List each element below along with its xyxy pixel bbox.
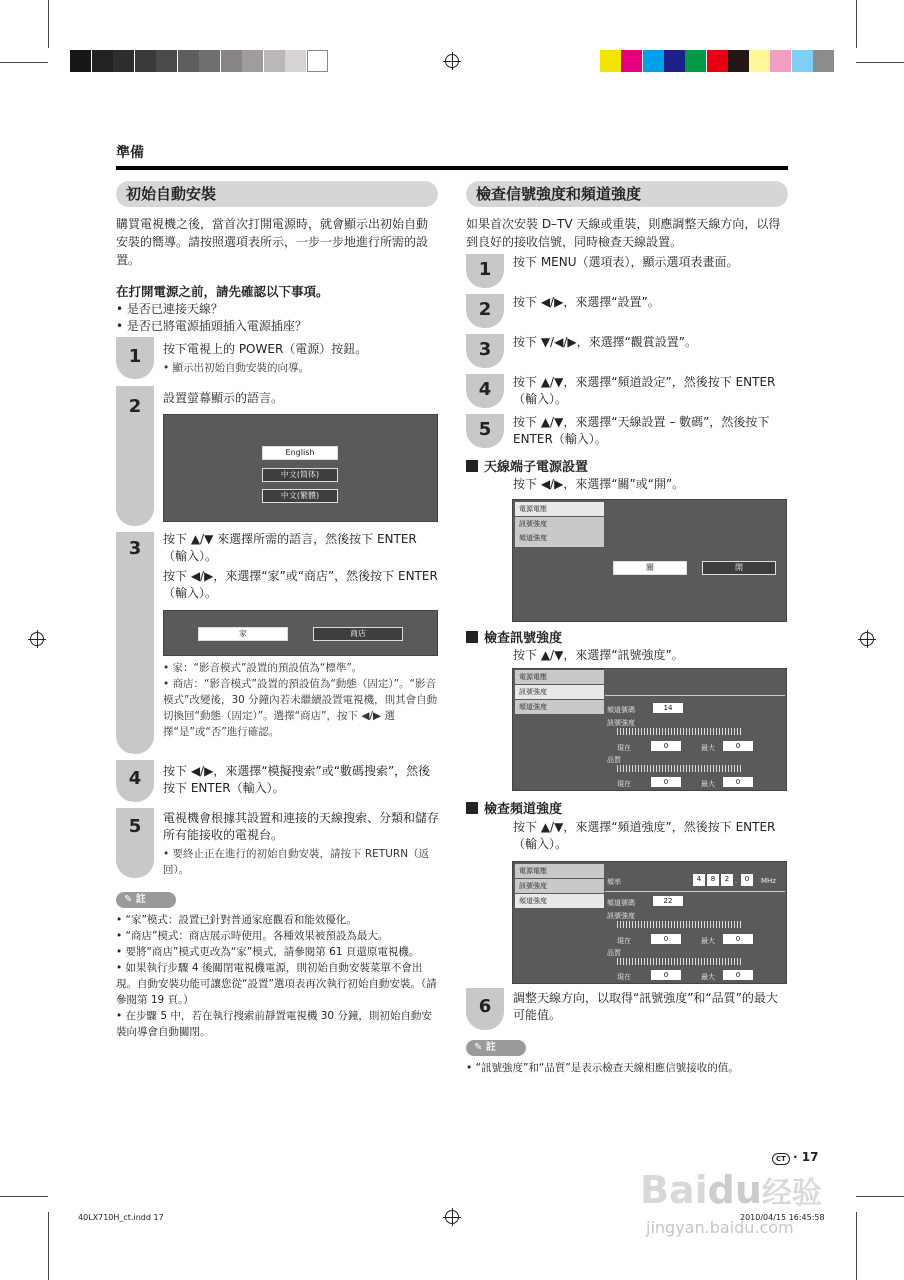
signal-meter xyxy=(617,921,741,928)
menu-item-power[interactable]: 電源電壓 xyxy=(515,864,604,878)
color-swatch xyxy=(770,50,791,72)
now-label: 現在 xyxy=(617,780,631,788)
language-screen xyxy=(163,414,438,522)
grey-swatch xyxy=(135,50,156,72)
step-text: 按下 ▲/▼，來選擇“天線設置 – 數碼”，然後按下 ENTER（輸入）。 xyxy=(513,415,770,446)
channel-number-value: 14 xyxy=(653,703,683,713)
language-option-english[interactable]: English xyxy=(262,446,338,460)
step-text: 按下 ◀/▶，來選擇“模擬搜索”或“數碼搜索”，然後按下 ENTER（輸入）。 xyxy=(163,764,431,795)
registration-mark-icon xyxy=(860,632,874,646)
crop-mark xyxy=(856,0,857,48)
quality-label: 品質 xyxy=(607,756,621,764)
check-title: 在打開電源之前，請先確認以下事項。 xyxy=(116,284,329,299)
note-label: ✎ 註 xyxy=(116,892,176,908)
heading-square-icon xyxy=(466,802,478,814)
antenna-power-screen xyxy=(512,499,787,622)
grey-swatch xyxy=(156,50,177,72)
step-text: 按下 MENU（選項表），顯示選項表畫面。 xyxy=(513,255,739,269)
step-subtext: • 顯示出初始自動安裝的向導。 xyxy=(163,362,310,374)
heading-square-icon xyxy=(466,460,478,472)
watermark-logo xyxy=(640,1168,822,1212)
menu-item-channel[interactable]: 頻道強度 xyxy=(515,700,604,714)
frequency-digit[interactable]: 4 xyxy=(693,874,705,886)
max-label: 最大 xyxy=(701,937,715,945)
file-name: 40LX710H_ct.indd 17 xyxy=(78,1213,164,1222)
color-swatch xyxy=(621,50,642,72)
color-swatch xyxy=(707,50,728,72)
signal-strength-heading xyxy=(466,627,562,646)
grey-swatch xyxy=(199,50,220,72)
step-number: 3 xyxy=(478,339,492,360)
divider xyxy=(605,891,785,892)
color-swatch xyxy=(728,50,749,72)
language-code-badge: CT xyxy=(772,1153,790,1165)
watermark-url: jingyan.baidu.com xyxy=(646,1218,794,1237)
registration-mark-icon xyxy=(445,1210,459,1224)
section-label: 準備 xyxy=(116,145,144,161)
quality-now-value: 0 xyxy=(651,777,681,787)
crop-mark xyxy=(0,62,48,63)
channel-number-label: 頻道號碼 xyxy=(607,706,635,714)
note-item: • 如果執行步驟 4 後關閉電視機電源，則初始自動安裝菜單不會出現。自動安裝功能可讓您從“設置”選項表再次執行初始自動安裝。（請參閱第 19 頁。） xyxy=(116,962,437,1006)
step-number: 1 xyxy=(478,259,492,280)
frequency-digit[interactable]: 2 xyxy=(721,874,733,886)
menu-item-signal[interactable]: 訊號強度 xyxy=(515,517,604,531)
menu-item-channel[interactable]: 頻道強度 xyxy=(515,894,604,908)
menu-item-channel[interactable]: 頻道強度 xyxy=(515,531,604,545)
channel-number-label: 頻道號碼 xyxy=(607,899,635,907)
step-number: 5 xyxy=(128,816,142,837)
note-label-text: 註 xyxy=(485,1042,496,1053)
step-subtext: • 商店：“影音模式”設置的預設值為“動態（固定）”。“影音模式”改變後，30 分鐘內若未繼續設置電視機，則其會自動切換回“動態（固定）”。選擇“商店”，按下 ◀/▶ 選擇“是”或“否”進行確認。 xyxy=(163,678,438,738)
right-section-title: 檢查信號強度和頻道強度 xyxy=(466,181,788,207)
menu-divider xyxy=(515,545,604,547)
note-label: ✎ 註 xyxy=(466,1040,526,1056)
color-swatch xyxy=(685,50,706,72)
color-swatch xyxy=(643,50,664,72)
frequency-digit[interactable]: 8 xyxy=(707,874,719,886)
note-item: • “商店”模式：商店展示時使用。各種效果被預設為最大。 xyxy=(116,930,389,942)
step-number: 2 xyxy=(128,396,142,417)
step-number: 4 xyxy=(128,768,142,789)
step-bar xyxy=(116,532,154,754)
channel-strength-screen xyxy=(512,861,787,984)
step-text: 調整天線方向，以取得“訊號強度”和“品質”的最大可能值。 xyxy=(513,991,778,1022)
menu-item-power[interactable]: 電源電壓 xyxy=(515,502,604,516)
color-swatch xyxy=(813,50,834,72)
step-text: 按下 ◀/▶，來選擇“家”或“商店”，然後按下 ENTER（輸入）。 xyxy=(163,569,438,600)
quality-meter xyxy=(617,958,741,965)
right-intro: 如果首次安裝 D–TV 天線或重裝，則應調整天線方向，以得到良好的接收信號，同時檢查天線設置。 xyxy=(466,217,781,249)
signal-now-value: 0 xyxy=(651,934,681,944)
step-text: 按下 ▲/▼，來選擇“訊號強度”。 xyxy=(513,648,684,662)
watermark-text: Bai xyxy=(640,1168,708,1212)
step-subtext: • 要終止正在進行的初始自動安裝，請按下 RETURN（返回）。 xyxy=(163,848,430,876)
location-screen xyxy=(163,610,438,656)
channel-number-value: 22 xyxy=(653,896,683,906)
page-number-value: 17 xyxy=(801,1150,819,1164)
language-option-simplified[interactable]: 中文(简体) xyxy=(262,468,338,482)
grey-swatch xyxy=(178,50,199,72)
color-swatch xyxy=(792,50,813,72)
home-option[interactable]: 家 xyxy=(198,627,288,641)
check-item: • 是否已將電源插頭插入電源插座？ xyxy=(116,319,307,333)
quality-now-value: 0 xyxy=(651,970,681,980)
step-number: 6 xyxy=(478,996,492,1017)
step-text: 按下 ◀/▶，來選擇“關”或“開”。 xyxy=(513,477,685,491)
note-item: • “家”模式：設置已針對普通家庭觀看和能效優化。 xyxy=(116,914,357,926)
header-rule xyxy=(116,166,788,170)
max-label: 最大 xyxy=(701,744,715,752)
step-text: 按下 ▲/▼ 來選擇所需的語言，然後按下 ENTER（輸入）。 xyxy=(163,532,417,563)
step-subtext: • 家：“影音模式”設置的預設值為“標準”。 xyxy=(163,662,363,674)
page-number: · 17 xyxy=(793,1150,819,1164)
color-swatch xyxy=(749,50,770,72)
crop-mark xyxy=(48,0,49,48)
decimal-point: . xyxy=(735,877,738,885)
quality-max-value: 0 xyxy=(723,777,753,787)
channel-strength-heading xyxy=(466,798,562,817)
quality-max-value: 0 xyxy=(723,970,753,980)
off-option[interactable]: 關 xyxy=(613,561,687,575)
step-text: 按下 ▼/◀/▶，來選擇“觀賞設置”。 xyxy=(513,335,698,349)
signal-max-value: 0 xyxy=(723,934,753,944)
note-item: • 在步驟 5 中，若在執行搜索前靜置電視機 30 分鐘，則初始自動安裝向導會自動關閉。 xyxy=(116,1010,432,1038)
step-text: 按下 ▲/▼，來選擇“頻道強度”，然後按下 ENTER（輸入）。 xyxy=(513,820,776,851)
step-text: 按下 ▲/▼，來選擇“頻道設定”，然後按下 ENTER（輸入）。 xyxy=(513,375,776,406)
antenna-power-heading xyxy=(466,456,588,475)
quality-label: 品質 xyxy=(607,949,621,957)
step-number: 4 xyxy=(478,379,492,400)
grey-swatch xyxy=(264,50,285,72)
heading-square-icon xyxy=(466,631,478,643)
watermark-text: 经验 xyxy=(761,1176,822,1211)
frequency-digit[interactable]: 0 xyxy=(741,874,753,886)
grey-swatch xyxy=(307,50,328,72)
signal-max-value: 0 xyxy=(723,741,753,751)
mhz-label: MHz xyxy=(761,877,776,885)
now-label: 現在 xyxy=(617,937,631,945)
grey-swatch xyxy=(242,50,263,72)
now-label: 現在 xyxy=(617,973,631,981)
menu-item-signal[interactable]: 訊號強度 xyxy=(515,685,604,699)
check-item: • 是否已連接天線？ xyxy=(116,302,223,316)
now-label: 現在 xyxy=(617,744,631,752)
max-label: 最大 xyxy=(701,973,715,981)
step-number: 2 xyxy=(478,299,492,320)
grey-swatch xyxy=(113,50,134,72)
note-item: • 要將“商店”模式更改為“家”模式，請參閱第 61 頁還原電視機。 xyxy=(116,946,420,958)
step-text: 電視機會根據其設置和連接的天線搜索、分類和儲存所有能接收的電視台。 xyxy=(163,811,440,842)
left-notes xyxy=(116,912,442,1040)
signal-now-value: 0 xyxy=(651,741,681,751)
on-option[interactable]: 開 xyxy=(702,561,776,575)
left-intro: 購買電視機之後，當首次打開電源時，就會顯示出初始自動安裝的嚮導。請按照選項表所示，一步一步地進行所需的設置。 xyxy=(116,217,429,267)
left-section-title: 初始自動安裝 xyxy=(116,181,438,207)
color-swatch xyxy=(664,50,685,72)
heading-text: 天線端子電源設置 xyxy=(484,460,589,475)
grey-swatch xyxy=(285,50,306,72)
registration-mark-icon xyxy=(445,54,459,68)
print-date: 2010/04/15 16:45:58 xyxy=(740,1213,825,1222)
signal-label: 訊號強度 xyxy=(607,912,635,920)
right-note: • “訊號強度”和“品質”是表示檢查天線相應信號接收的值。 xyxy=(466,1062,739,1074)
crop-mark xyxy=(48,1212,49,1280)
heading-text: 檢查訊號強度 xyxy=(484,631,563,646)
step-text: 按下 ◀/▶，來選擇“設置”。 xyxy=(513,295,660,309)
registration-mark-icon xyxy=(30,632,44,646)
step-number: 5 xyxy=(478,419,492,440)
grey-swatch xyxy=(70,50,91,72)
crop-mark xyxy=(856,1196,904,1197)
divider xyxy=(605,695,785,696)
step-number: 3 xyxy=(128,538,142,559)
quality-meter xyxy=(617,765,741,772)
max-label: 最大 xyxy=(701,780,715,788)
crop-mark xyxy=(0,1196,48,1197)
menu-item-power[interactable]: 電源電壓 xyxy=(515,670,604,684)
store-option[interactable]: 商店 xyxy=(313,627,403,641)
crop-mark xyxy=(856,1212,857,1280)
menu-item-signal[interactable]: 訊號強度 xyxy=(515,879,604,893)
step-number: 1 xyxy=(128,346,142,367)
language-option-traditional[interactable]: 中文(繁體) xyxy=(262,489,338,503)
note-label-text: 註 xyxy=(135,894,146,905)
crop-mark xyxy=(856,62,904,63)
frequency-label: 頻率 xyxy=(607,878,621,886)
color-swatch xyxy=(600,50,621,72)
step-text: 設置螢幕顯示的語言。 xyxy=(163,391,284,405)
heading-text: 檢查頻道強度 xyxy=(484,802,563,817)
signal-meter xyxy=(617,728,741,735)
grey-swatch xyxy=(221,50,242,72)
signal-strength-screen xyxy=(512,668,787,791)
signal-label: 訊號強度 xyxy=(607,719,635,727)
watermark-text: du xyxy=(707,1168,762,1212)
step-text: 按下電視上的 POWER（電源）按鈕。 xyxy=(163,342,368,356)
grey-swatch xyxy=(92,50,113,72)
